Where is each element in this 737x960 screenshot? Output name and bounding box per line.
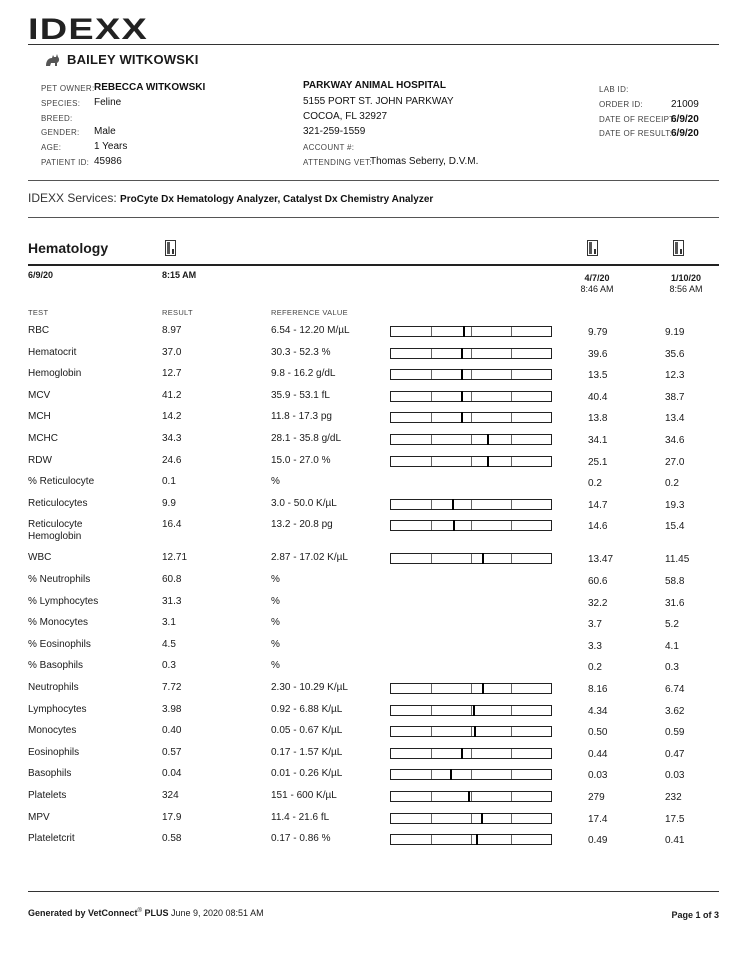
range-tick [431, 413, 432, 422]
test-result: 9.9 [162, 497, 176, 509]
reference-range-bar [390, 813, 552, 824]
range-tick [511, 749, 512, 758]
test-name: MCH [28, 411, 51, 423]
prior-result-2: 17.5 [665, 813, 685, 825]
test-result: 4.5 [162, 638, 176, 650]
prior-result-1: 34.1 [588, 435, 608, 446]
test-reference: 2.30 - 10.29 K/µL [271, 682, 348, 693]
reference-range-bar [390, 683, 552, 694]
range-tick [471, 792, 472, 801]
test-name: Hemoglobin [28, 368, 82, 380]
prior-result-1: 4.34 [588, 705, 608, 717]
prior-result-2: 0.59 [665, 727, 685, 739]
col-test-header: TEST [28, 308, 49, 317]
range-tick [431, 500, 432, 509]
result-marker [481, 813, 483, 824]
range-tick [511, 500, 512, 509]
header-divider [28, 44, 719, 45]
reference-range-bar [390, 326, 552, 337]
prior-2-time: 8:56 AM [669, 284, 703, 294]
reference-range-bar [390, 769, 552, 780]
prior-result-1: 39.6 [588, 348, 608, 360]
range-tick [431, 349, 432, 358]
range-tick [511, 554, 512, 563]
test-name: WBC [28, 552, 52, 564]
patient-field-label: PET OWNER: [41, 84, 95, 93]
prior-1-date: 4/7/20 [584, 273, 610, 283]
prior-result-2-header [662, 273, 710, 295]
prior-result-2: 6.74 [665, 684, 685, 695]
test-reference: 11.8 - 17.3 pg [271, 411, 332, 423]
range-tick [511, 770, 512, 779]
prior-result-2: 35.6 [665, 348, 685, 360]
prior-result-2: 15.4 [665, 521, 685, 533]
test-reference: % [271, 638, 280, 650]
test-result: 37.0 [162, 346, 182, 358]
test-name: Basophils [28, 768, 72, 780]
patient-field-value: REBECCA WITKOWSKI [94, 82, 206, 93]
reference-range-bar [390, 520, 552, 531]
test-reference: 2.87 - 17.02 K/µL [271, 552, 348, 564]
result-marker [482, 553, 484, 564]
result-marker [487, 434, 489, 445]
test-name: Neutrophils [28, 682, 79, 693]
test-reference: 30.3 - 52.3 % [271, 346, 331, 358]
prior-result-1: 13.47 [588, 554, 614, 566]
section-title: Hematology [28, 240, 109, 256]
range-tick [431, 684, 432, 693]
test-name: Platelets [28, 790, 67, 801]
test-name: MPV [28, 811, 50, 823]
range-tick [511, 327, 512, 336]
prior-2-date: 1/10/20 [670, 273, 702, 283]
result-marker [450, 769, 452, 780]
order-field-value: 21009 [671, 99, 699, 110]
info-divider [28, 180, 719, 181]
prior-result-2: 0.03 [665, 770, 685, 782]
range-tick [471, 327, 472, 336]
patient-field-label: PATIENT ID: [41, 158, 90, 167]
test-reference: 28.1 - 35.8 g/dL [271, 433, 342, 444]
prior-result-2: 11.45 [665, 554, 690, 566]
range-tick [511, 370, 512, 379]
range-tick [431, 392, 432, 401]
prior-result-1: 14.6 [588, 521, 608, 533]
range-tick [511, 792, 512, 801]
range-tick [511, 521, 512, 530]
test-reference: 151 - 600 K/µL [271, 790, 337, 801]
range-tick [471, 349, 472, 358]
patient-field-label: GENDER: [41, 128, 80, 137]
test-result: 324 [162, 790, 179, 801]
range-tick [471, 500, 472, 509]
test-result: 31.3 [162, 595, 182, 607]
reference-range-bar [390, 834, 552, 845]
test-result: 24.6 [162, 454, 182, 466]
test-reference: 9.8 - 16.2 g/dL [271, 368, 336, 380]
services-value: ProCyte Dx Hematology Analyzer, Catalyst Dx Chemistry Analyzer [120, 194, 434, 205]
current-time: 8:15 AM [162, 270, 197, 280]
test-name: MCV [28, 389, 51, 401]
range-tick [431, 835, 432, 844]
prior-result-1: 25.1 [588, 456, 608, 468]
prior-result-1: 32.2 [588, 597, 608, 609]
prior-result-1: 0.2 [588, 662, 602, 674]
reference-range-bar [390, 726, 552, 737]
attending-vet-value: Thomas Seberry, D.V.M. [370, 156, 479, 167]
clinic-phone: 321-259-1559 [303, 126, 366, 137]
test-name: Eosinophils [28, 746, 80, 758]
test-reference: 3.0 - 50.0 K/µL [271, 497, 337, 509]
test-result: 0.3 [162, 660, 176, 672]
reference-range-bar [390, 434, 552, 445]
range-tick [471, 554, 472, 563]
test-result: 3.1 [162, 617, 176, 629]
test-result: 3.98 [162, 703, 182, 715]
attending-vet-label: ATTENDING VET: [303, 158, 372, 167]
test-reference: 6.54 - 12.20 M/µL [271, 325, 350, 336]
patient-field-label: BREED: [41, 114, 73, 123]
range-tick [511, 684, 512, 693]
range-tick [471, 521, 472, 530]
test-name: Hematocrit [28, 346, 77, 358]
range-tick [511, 727, 512, 736]
current-date: 6/9/20 [28, 270, 54, 280]
range-tick [511, 435, 512, 444]
prior-result-2: 13.4 [665, 413, 685, 425]
range-tick [471, 770, 472, 779]
range-tick [431, 770, 432, 779]
range-tick [431, 814, 432, 823]
order-field-value: 6/9/20 [671, 128, 699, 139]
range-tick [431, 327, 432, 336]
result-marker [474, 726, 476, 737]
prior-result-2: 12.3 [665, 370, 685, 382]
prior-result-2: 27.0 [665, 456, 685, 468]
prior-result-2: 232 [665, 792, 682, 803]
result-marker [461, 369, 463, 380]
test-reference: 0.92 - 6.88 K/µL [271, 703, 343, 715]
test-result: 0.40 [162, 725, 182, 737]
prior-result-2: 5.2 [665, 619, 679, 631]
result-marker [487, 456, 489, 467]
prior-result-2: 38.7 [665, 391, 685, 403]
test-name: % Reticulocyte [28, 476, 95, 488]
test-reference: 0.17 - 0.86 % [271, 833, 331, 845]
clinic-name: PARKWAY ANIMAL HOSPITAL [303, 80, 446, 91]
patient-field-value: Male [94, 126, 116, 137]
analyzer-icon [673, 240, 684, 256]
svg-text:IDEXX: IDEXX [28, 14, 148, 42]
prior-result-2: 58.8 [665, 576, 685, 587]
prior-result-1-header [575, 273, 619, 295]
range-tick [511, 457, 512, 466]
reference-range-bar [390, 499, 552, 510]
prior-result-2: 34.6 [665, 435, 685, 446]
section-rule [28, 264, 719, 266]
result-marker [468, 791, 470, 802]
range-tick [431, 727, 432, 736]
prior-result-2: 31.6 [665, 597, 685, 609]
test-name: % Eosinophils [28, 638, 91, 650]
prior-result-1: 3.3 [588, 640, 602, 652]
generated-date: June 9, 2020 08:51 AM [171, 908, 264, 918]
prior-result-1: 40.4 [588, 391, 608, 403]
range-tick [511, 392, 512, 401]
prior-result-1: 3.7 [588, 619, 602, 631]
test-result: 0.1 [162, 476, 176, 488]
prior-result-2: 4.1 [665, 640, 679, 652]
test-result: 12.71 [162, 552, 188, 564]
test-reference: 15.0 - 27.0 % [271, 454, 331, 466]
test-name: Reticulocytes [28, 497, 88, 509]
reference-range-bar [390, 412, 552, 423]
reference-range-bar [390, 348, 552, 359]
prior-result-1: 0.2 [588, 478, 602, 490]
idexx-logo [28, 14, 150, 42]
test-name: Reticulocyte Hemoglobin [28, 519, 83, 543]
test-result: 8.97 [162, 325, 182, 336]
patient-field-label: AGE: [41, 143, 62, 152]
registered-mark: ® [137, 908, 142, 914]
prior-result-2: 0.41 [665, 835, 685, 847]
range-tick [471, 392, 472, 401]
range-tick [431, 370, 432, 379]
test-name: Lymphocytes [28, 703, 87, 715]
range-tick [471, 413, 472, 422]
range-tick [511, 814, 512, 823]
prior-result-1: 14.7 [588, 499, 608, 511]
range-tick [471, 727, 472, 736]
test-result: 0.57 [162, 746, 182, 758]
test-result: 0.58 [162, 833, 182, 845]
prior-result-1: 0.50 [588, 727, 608, 739]
test-name: Monocytes [28, 725, 77, 737]
generated-by: Generated by VetConnect [28, 908, 138, 918]
pet-name: BAILEY WITKOWSKI [67, 52, 199, 67]
result-marker [473, 705, 475, 716]
prior-result-1: 60.6 [588, 576, 608, 587]
range-tick [431, 435, 432, 444]
reference-range-bar [390, 748, 552, 759]
prior-result-2: 9.19 [665, 327, 685, 338]
reference-range-bar [390, 391, 552, 402]
prior-result-1: 17.4 [588, 813, 608, 825]
test-result: 12.7 [162, 368, 182, 380]
prior-result-1: 13.8 [588, 413, 608, 425]
prior-result-2: 0.3 [665, 662, 679, 674]
range-tick [431, 749, 432, 758]
test-reference: 0.01 - 0.26 K/µL [271, 768, 343, 780]
prior-result-1: 9.79 [588, 327, 608, 338]
result-marker [452, 499, 454, 510]
patient-field-value: 1 Years [94, 141, 128, 152]
prior-result-2: 3.62 [665, 705, 685, 717]
test-result: 14.2 [162, 411, 182, 423]
test-name: RBC [28, 325, 50, 336]
test-name: % Lymphocytes [28, 595, 99, 607]
analyzer-icon [165, 240, 176, 256]
range-tick [511, 413, 512, 422]
prior-result-2: 19.3 [665, 499, 685, 511]
clinic-address-1: 5155 PORT ST. JOHN PARKWAY [303, 96, 454, 107]
range-tick [511, 349, 512, 358]
result-marker [453, 520, 455, 531]
range-tick [511, 706, 512, 715]
result-marker [482, 683, 484, 694]
col-result-header: RESULT [162, 308, 193, 317]
test-result: 34.3 [162, 433, 182, 444]
prior-result-1: 0.03 [588, 770, 608, 782]
page-number: Page 1 of 3 [671, 910, 719, 920]
clinic-address-2: COCOA, FL 32927 [303, 111, 388, 122]
result-marker [476, 834, 478, 845]
test-result: 0.04 [162, 768, 182, 780]
test-reference: % [271, 476, 280, 488]
prior-result-1: 8.16 [588, 684, 608, 695]
range-tick [471, 814, 472, 823]
range-tick [471, 684, 472, 693]
result-marker [461, 748, 463, 759]
test-result: 60.8 [162, 574, 182, 585]
result-marker [463, 326, 465, 337]
test-name: MCHC [28, 433, 58, 444]
test-name: RDW [28, 454, 52, 466]
prior-result-1: 13.5 [588, 370, 608, 382]
test-reference: 35.9 - 53.1 fL [271, 389, 330, 401]
range-tick [431, 706, 432, 715]
test-name: % Neutrophils [28, 574, 91, 585]
reference-range-bar [390, 553, 552, 564]
result-marker [461, 412, 463, 423]
prior-result-1: 0.44 [588, 748, 608, 760]
footer-divider [28, 891, 719, 892]
test-name: Plateletcrit [28, 833, 75, 845]
reference-range-bar [390, 456, 552, 467]
test-reference: % [271, 660, 280, 672]
col-reference-header: REFERENCE VALUE [271, 308, 348, 317]
reference-range-bar [390, 369, 552, 380]
result-marker [461, 348, 463, 359]
plus-label: PLUS [144, 908, 169, 918]
range-tick [471, 435, 472, 444]
test-result: 16.4 [162, 519, 182, 531]
reference-range-bar [390, 791, 552, 802]
range-tick [511, 835, 512, 844]
test-result: 7.72 [162, 682, 182, 693]
prior-result-1: 279 [588, 792, 605, 803]
order-field-label: ORDER ID: [599, 100, 644, 109]
test-reference: 13.2 - 20.8 pg [271, 519, 333, 531]
reference-range-bar [390, 705, 552, 716]
range-tick [431, 521, 432, 530]
order-field-value: 6/9/20 [671, 114, 699, 125]
footer-generated [28, 908, 264, 918]
prior-result-2: 0.47 [665, 748, 685, 760]
range-tick [471, 706, 472, 715]
prior-result-1: 0.49 [588, 835, 608, 847]
test-name: % Basophils [28, 660, 84, 672]
services-divider [28, 217, 719, 218]
range-tick [471, 835, 472, 844]
services-line [28, 191, 433, 205]
order-field-label: DATE OF RESULT: [599, 129, 673, 138]
prior-1-time: 8:46 AM [580, 284, 614, 294]
patient-field-value: 45986 [94, 156, 122, 167]
test-result: 17.9 [162, 811, 182, 823]
range-tick [471, 749, 472, 758]
range-tick [431, 457, 432, 466]
range-tick [471, 457, 472, 466]
result-marker [461, 391, 463, 402]
test-name: % Monocytes [28, 617, 89, 629]
account-label: ACCOUNT #: [303, 143, 355, 152]
analyzer-icon [587, 240, 598, 256]
test-result: 41.2 [162, 389, 182, 401]
range-tick [471, 370, 472, 379]
order-field-label: LAB ID: [599, 85, 629, 94]
test-reference: % [271, 617, 280, 629]
test-reference: % [271, 574, 280, 585]
test-reference: % [271, 595, 280, 607]
patient-field-label: SPECIES: [41, 99, 81, 108]
test-reference: 11.4 - 21.6 fL [271, 811, 330, 823]
test-reference: 0.05 - 0.67 K/µL [271, 725, 343, 737]
cat-icon [44, 51, 62, 67]
range-tick [431, 792, 432, 801]
patient-field-value: Feline [94, 97, 122, 108]
prior-result-2: 0.2 [665, 478, 679, 490]
test-reference: 0.17 - 1.57 K/µL [271, 746, 343, 758]
range-tick [431, 554, 432, 563]
services-label: IDEXX Services: [28, 191, 117, 205]
order-field-label: DATE OF RECEIPT: [599, 115, 677, 124]
